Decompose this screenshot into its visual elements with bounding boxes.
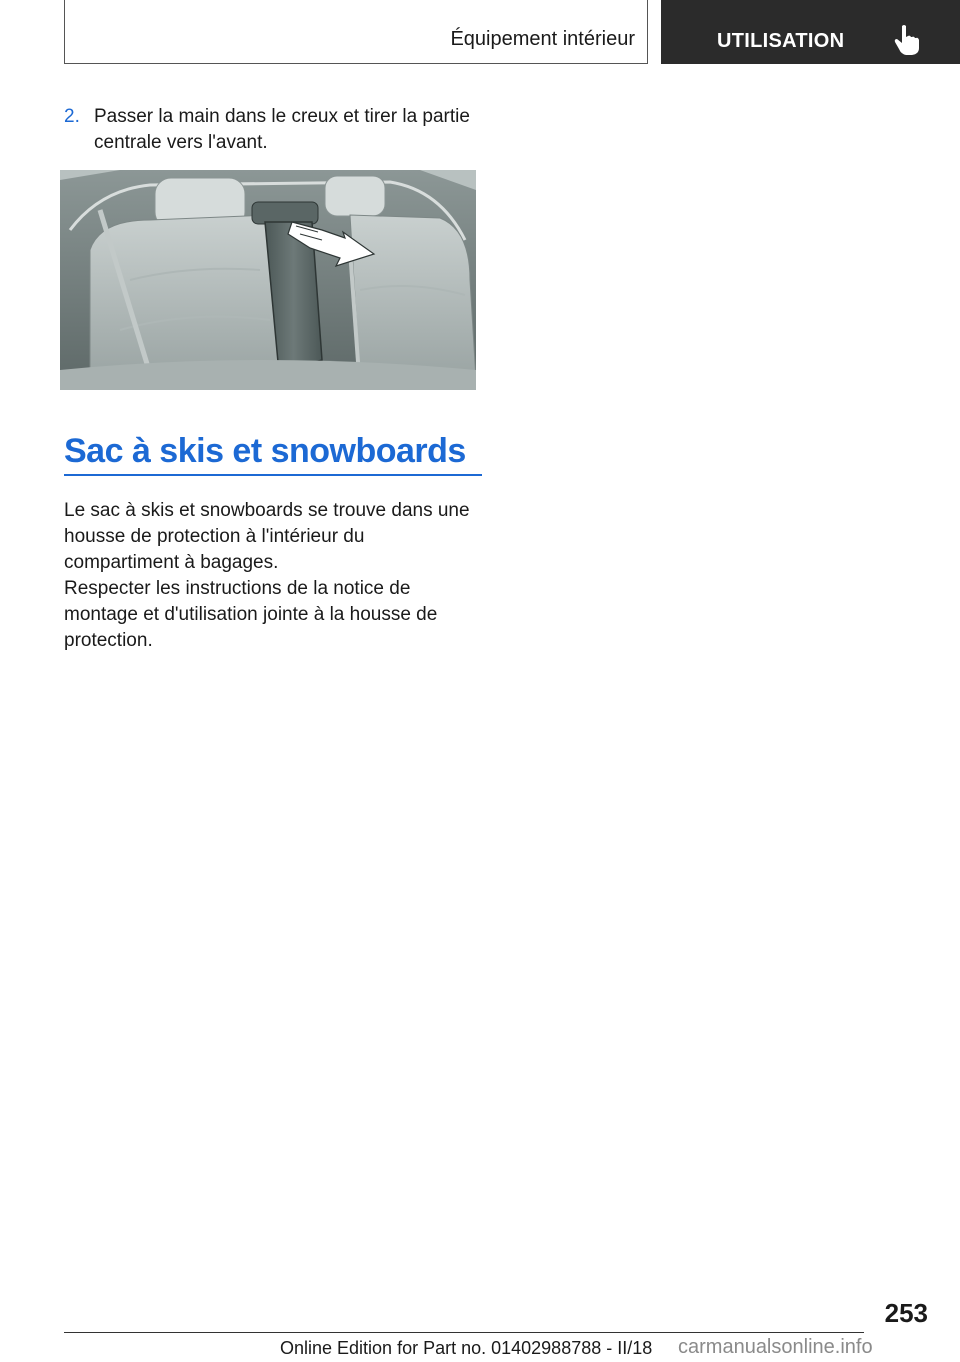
footer-watermark[interactable]: carmanualsonline.info — [678, 1336, 873, 1358]
header-chapter-box[interactable] — [661, 0, 960, 64]
step-number: 2. — [64, 106, 80, 127]
section-divider — [64, 474, 482, 476]
header-section-box — [64, 0, 648, 64]
section-title: Sac à skis et snowboards — [64, 432, 466, 470]
footer-edition: Online Edition for Part no. 01402988788 - II/18 — [280, 1338, 653, 1358]
section-paragraph: Respecter les instructions de la notice de montage et d'utilisation jointe à la housse de protection. — [64, 578, 438, 651]
footer-divider — [64, 1332, 864, 1333]
pointing-hand-icon — [893, 24, 921, 56]
header-section-title: Équipement intérieur — [450, 28, 635, 50]
header-chapter-title[interactable]: UTILISATION — [717, 30, 845, 52]
page-number: 253 — [884, 1298, 928, 1328]
step-text: Passer la main dans le creux et tirer la partie centrale vers l'avant. — [94, 106, 470, 153]
rear-seat-illustration — [60, 170, 476, 390]
section-paragraph: Le sac à skis et snowboards se trouve dans une housse de protection à l'intérieur du compartiment à bagages. — [64, 500, 470, 573]
